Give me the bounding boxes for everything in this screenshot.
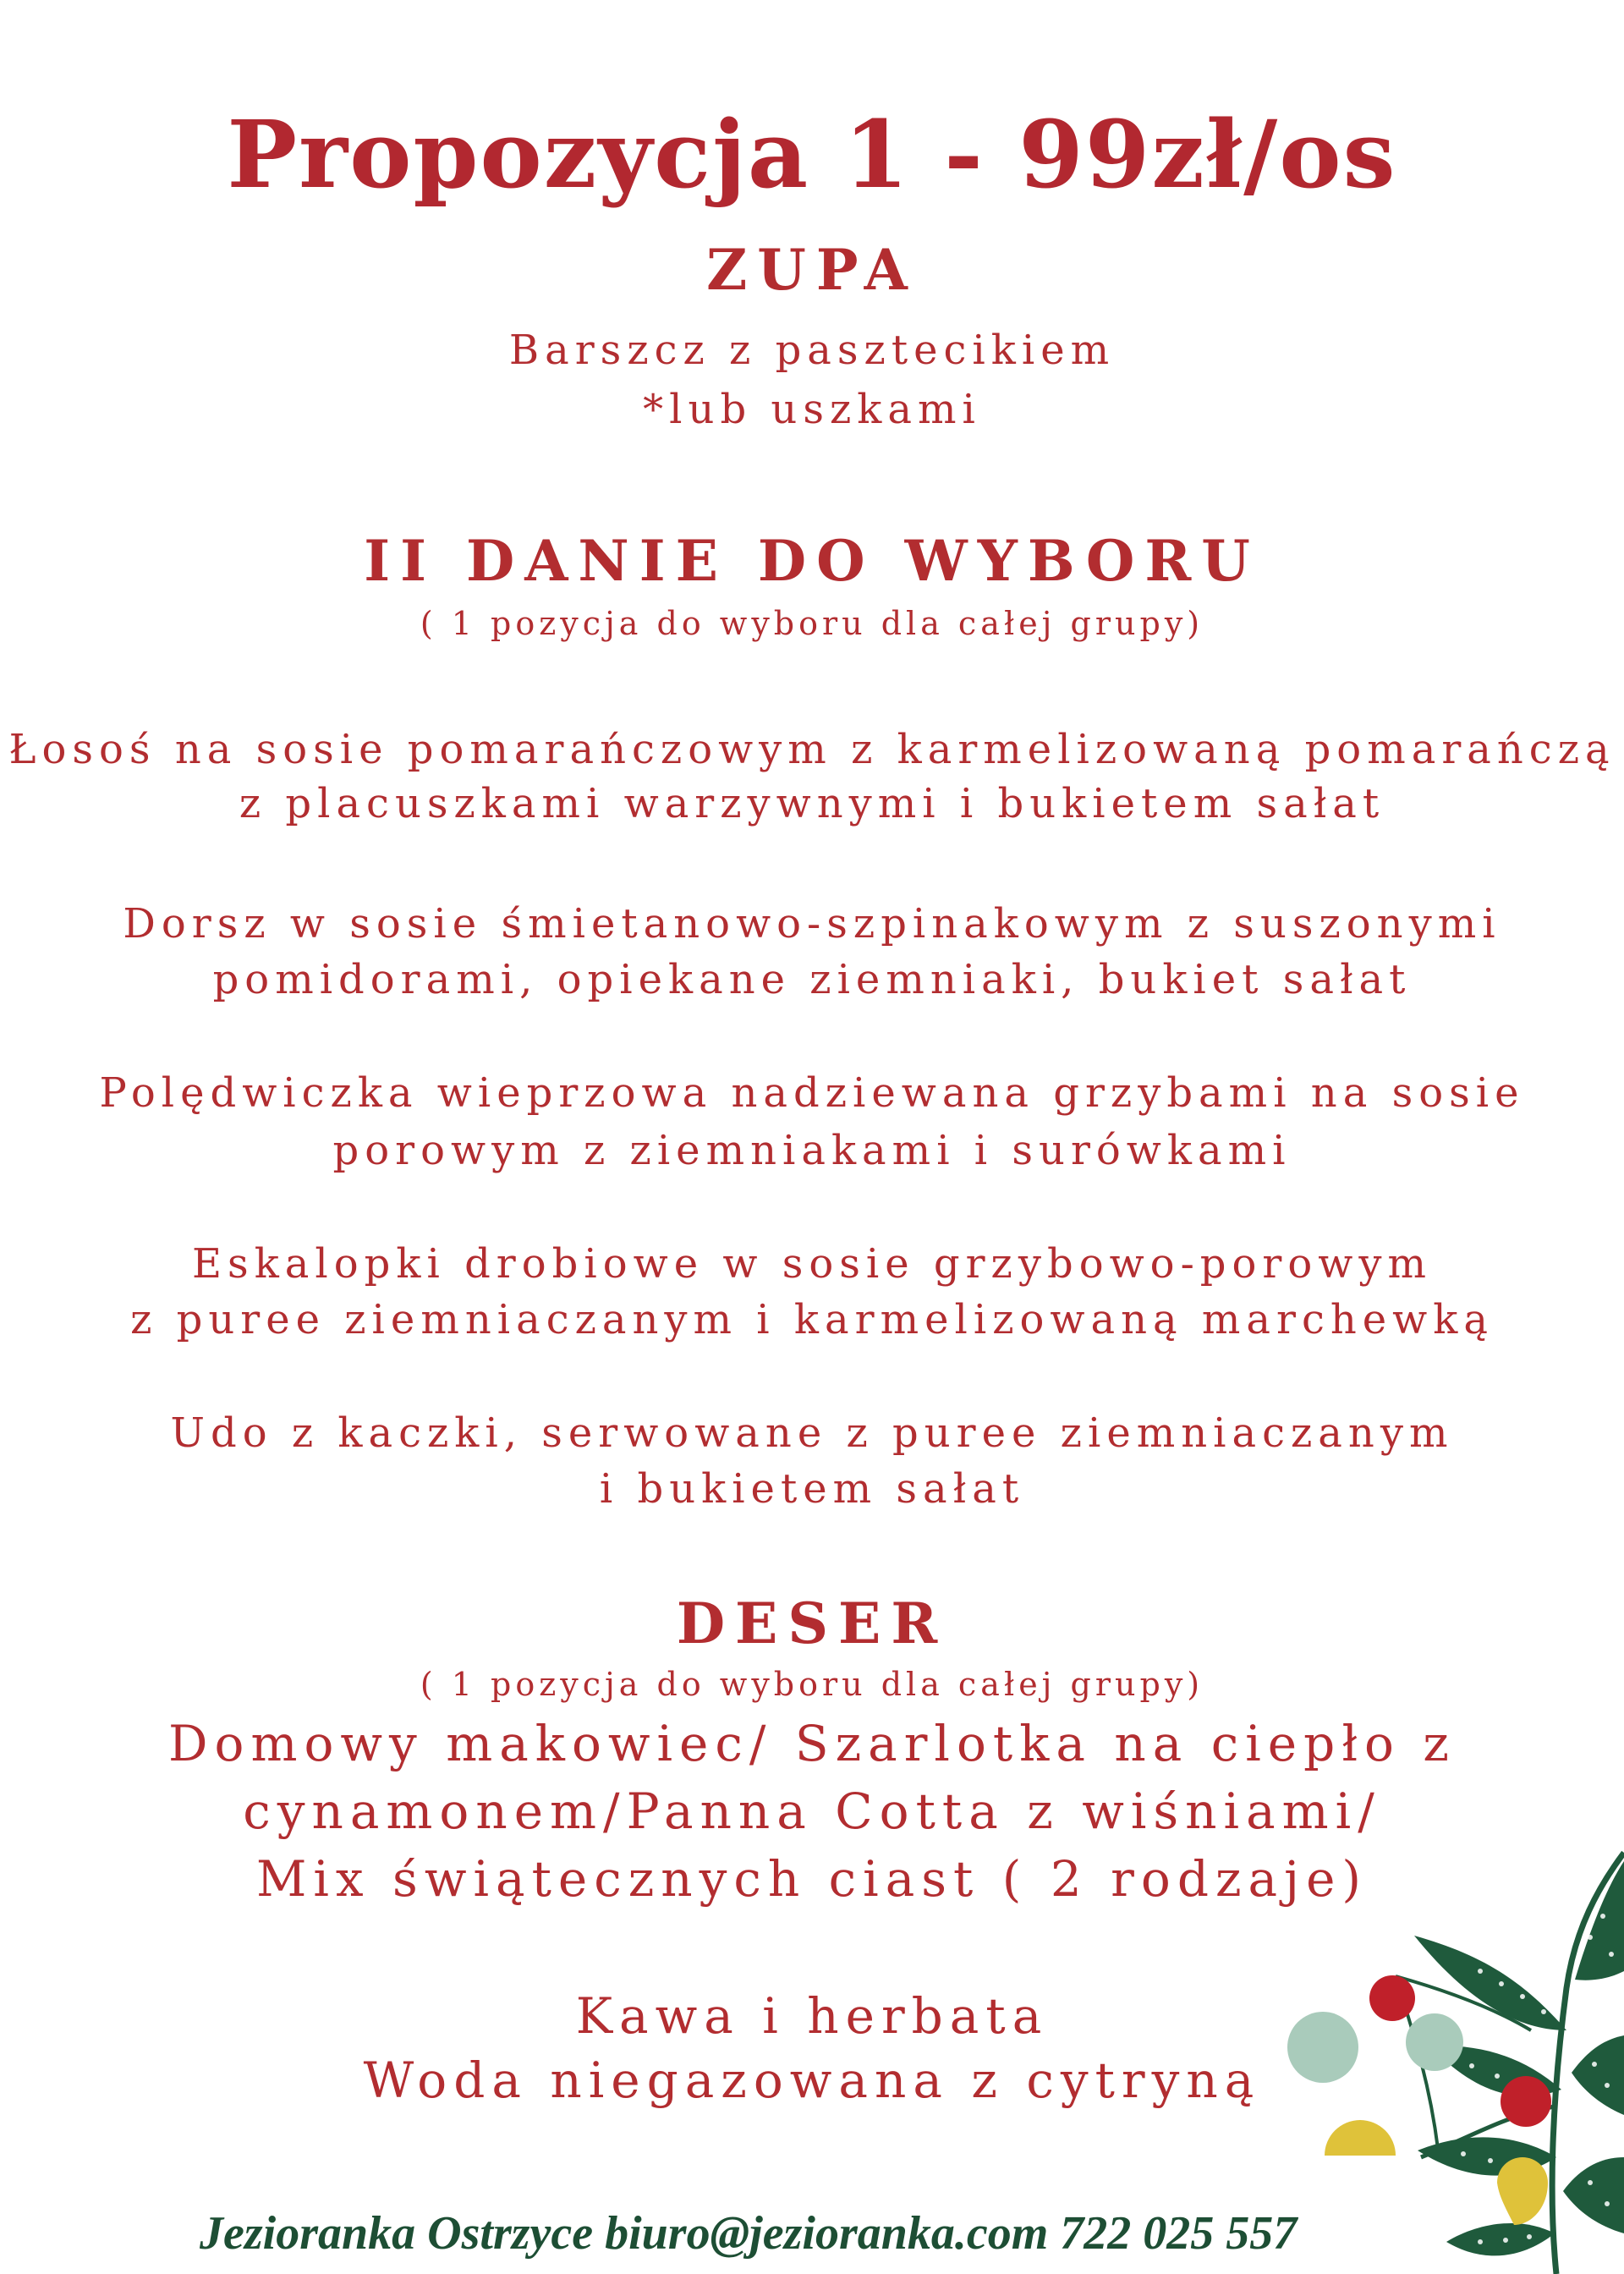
drink-line: Woda niegazowana z cytryną	[363, 2052, 1261, 2109]
dessert-line: Mix świątecznych ciast ( 2 rodzaje)	[255, 1850, 1369, 1908]
dessert-note: ( 1 pozycja do wyboru dla całej grupy)	[420, 1666, 1204, 1703]
soup-line: *lub uszkami	[643, 386, 981, 433]
dish-line: z placuszkami warzywnymi i bukietem sałat	[239, 780, 1385, 827]
dish-line: Dorsz w sosie śmietanowo-szpinakowym z suszonymi	[123, 900, 1501, 948]
dish-line: porowym z ziemniakami i surówkami	[332, 1127, 1292, 1174]
dish-line: Łosoś na sosie pomarańczowym z karmelizowaną pomarańczą	[8, 726, 1616, 773]
dessert-heading: DESER	[676, 1590, 948, 1656]
dish-line: Eskalopki drobiowe w sosie grzybowo-porowym	[192, 1240, 1432, 1288]
main-course-heading: II DANIE DO WYBORU	[364, 528, 1260, 594]
main-course-note: ( 1 pozycja do wyboru dla całej grupy)	[420, 605, 1204, 642]
dish-line: Polędwiczka wieprzowa nadziewana grzybami na sosie	[99, 1069, 1525, 1117]
dessert-line: cynamonem/Panna Cotta z wiśniami/	[243, 1782, 1381, 1840]
footer-contact: Jezioranka Ostrzyce biuro@jezioranka.com 722 025 557	[200, 2207, 1298, 2260]
dish-line: i bukietem sałat	[599, 1465, 1025, 1513]
dessert-line: Domowy makowiec/ Szarlotka na ciepło z	[168, 1715, 1456, 1772]
page-title: Propozycja 1 - 99zł/os	[227, 100, 1397, 209]
dish-line: Udo z kaczki, serwowane z puree ziemniaczanym	[170, 1409, 1454, 1457]
soup-line: Barszcz z pasztecikiem	[508, 327, 1116, 374]
dish-line: pomidorami, opiekane ziemniaki, bukiet sałat	[212, 956, 1412, 1003]
soup-heading: ZUPA	[706, 237, 918, 303]
drink-line: Kawa i herbata	[575, 1987, 1049, 2045]
dish-line: z puree ziemniaczanym i karmelizowaną marchewką	[130, 1296, 1494, 1343]
holly-branch-illustration	[1269, 1836, 1624, 2274]
